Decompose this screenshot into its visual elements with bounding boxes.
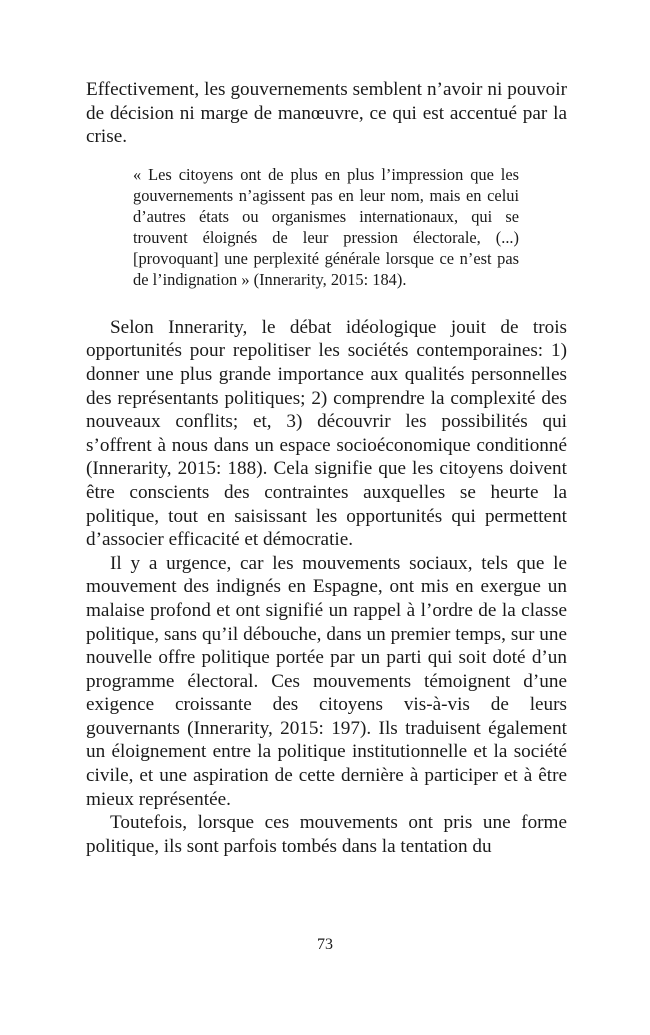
block-quote: « Les citoyens ont de plus en plus l’impression que les gouvernements n’agissent pas en leur nom, mais en celui d’autres états ou organismes internationaux, qui se trouvent éloignés de leur pression électorale, (...) [provoquant] une perplexité générale lorsque ce n’est pas de l’indignation » (Innerarity, 2015: 184).	[133, 164, 519, 289]
paragraph-intro: Effectivement, les gouvernements semblent n’avoir ni pouvoir de décision ni marge de manœuvre, ce qui est accentué par la crise.	[86, 79, 567, 148]
paragraph-innerarity: Selon Innerarity, le débat idéologique jouit de trois opportunités pour repolitiser les sociétés contemporaines: 1) donner une plus grande importance aux qualités personnelles des représentants politiques; 2) comprendre la complexité des nouveaux conflits; et, 3) découvrir les possibilités qui s’offrent à nous dans un espace socioéconomique conditionné (Innerarity, 2015: 188). Cela signifie que les citoyens doivent être conscients des contraintes auxquelles se heurte la politique, tout en saisissant les opportunités qui permettent d’associer efficacité et démocratie.	[86, 316, 567, 551]
page-body	[86, 78, 567, 858]
paragraph-urgency: Il y a urgence, car les mouvements sociaux, tels que le mouvement des indignés en Espagne, ont mis en exergue un malaise profond et ont signifié un rappel à l’ordre de la classe politique, sans qu’il débouche, dans un premier temps, sur une nouvelle offre politique portée par un parti qui soit doté d’un programme électoral. Ces mouvements témoignent d’une exigence croissante des citoyens vis-à-vis de leurs gouvernants (Innerarity, 2015: 197). Ils traduisent également un éloignement entre la politique institutionnelle et la société civile, et une aspiration de cette dernière à participer et à être mieux représentée.	[86, 552, 567, 810]
page-number: 73	[317, 936, 333, 953]
paragraph-however: Toutefois, lorsque ces mouvements ont pris une forme politique, ils sont parfois tombés dans la tentation du	[86, 812, 567, 857]
